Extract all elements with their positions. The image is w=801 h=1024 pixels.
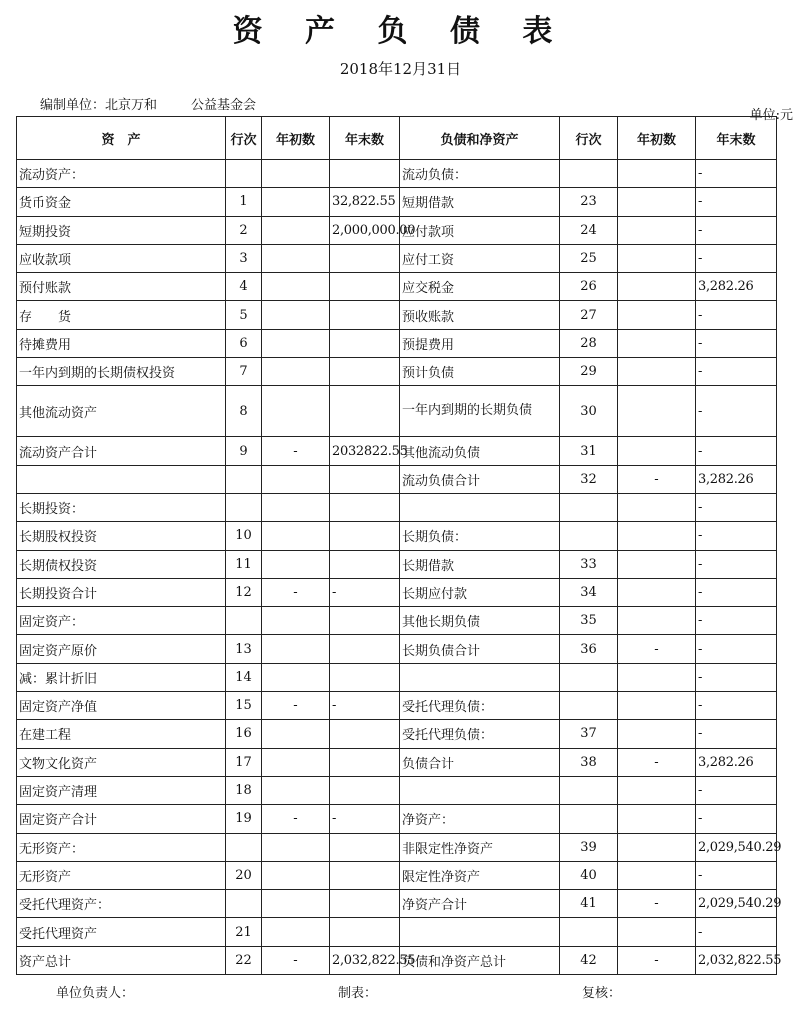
balance-sheet-table <box>16 116 782 975</box>
org-label <box>40 94 256 113</box>
liability-end-cell: - <box>696 918 777 946</box>
liability-name-cell: 短期借款 <box>400 188 560 216</box>
liability-begin-cell <box>618 273 696 301</box>
liability-begin-cell <box>618 578 696 606</box>
asset-line-cell: 13 <box>226 635 262 663</box>
table-row <box>17 329 777 357</box>
liability-line-cell: 37 <box>560 720 618 748</box>
asset-name-cell <box>17 465 226 493</box>
table-row <box>17 890 777 918</box>
liability-line-cell <box>560 160 618 188</box>
liability-end-cell: - <box>696 329 777 357</box>
asset-name-cell: 存 货 <box>17 301 226 329</box>
table-row <box>17 437 777 465</box>
liability-end-cell: 2,029,540.29 <box>696 890 777 918</box>
liability-line-cell: 39 <box>560 833 618 861</box>
asset-end-cell <box>330 465 400 493</box>
asset-name-cell: 长期股权投资 <box>17 522 226 550</box>
liability-name-cell: 其他长期负债 <box>400 607 560 635</box>
asset-name-cell: 受托代理资产 <box>17 918 226 946</box>
asset-line-cell: 8 <box>226 386 262 437</box>
asset-line-cell: 2 <box>226 216 262 244</box>
asset-begin-cell <box>262 890 330 918</box>
liability-line-cell: 34 <box>560 578 618 606</box>
liability-begin-cell: - <box>618 946 696 974</box>
table-row <box>17 748 777 776</box>
asset-begin-cell <box>262 188 330 216</box>
liability-begin-cell <box>618 833 696 861</box>
liability-name-cell: 预计负债 <box>400 358 560 386</box>
asset-begin-cell: - <box>262 946 330 974</box>
asset-line-cell: 6 <box>226 329 262 357</box>
liability-begin-cell <box>618 188 696 216</box>
asset-name-cell: 资产总计 <box>17 946 226 974</box>
liability-name-cell: 一年内到期的长期负债 <box>400 386 560 437</box>
liability-begin-cell <box>618 805 696 833</box>
liability-line-cell: 27 <box>560 301 618 329</box>
asset-line-cell: 16 <box>226 720 262 748</box>
liability-begin-cell <box>618 386 696 437</box>
liability-name-cell: 长期应付款 <box>400 578 560 606</box>
liability-end-cell: - <box>696 386 777 437</box>
asset-end-cell: - <box>330 805 400 833</box>
asset-line-cell: 18 <box>226 776 262 804</box>
liability-begin-cell <box>618 493 696 521</box>
asset-begin-cell <box>262 329 330 357</box>
table-row <box>17 720 777 748</box>
asset-line-cell <box>226 833 262 861</box>
liability-begin-cell: - <box>618 890 696 918</box>
asset-end-cell <box>330 918 400 946</box>
liability-end-cell: - <box>696 493 777 521</box>
table-row <box>17 244 777 272</box>
liability-begin-cell <box>618 301 696 329</box>
liability-end-cell: - <box>696 437 777 465</box>
table-row <box>17 522 777 550</box>
footer-reviewer: 复核： <box>582 986 622 1001</box>
asset-line-cell: 19 <box>226 805 262 833</box>
table-row <box>17 861 777 889</box>
asset-name-cell: 长期投资： <box>17 493 226 521</box>
asset-line-cell: 20 <box>226 861 262 889</box>
liability-end-cell: - <box>696 663 777 691</box>
table-header-row <box>17 117 777 160</box>
header-assets: 资 产 <box>17 117 226 160</box>
liability-name-cell <box>400 776 560 804</box>
asset-begin-cell: - <box>262 578 330 606</box>
liability-name-cell: 受托代理负债： <box>400 692 560 720</box>
liability-line-cell: 42 <box>560 946 618 974</box>
table-row <box>17 692 777 720</box>
asset-end-cell <box>330 160 400 188</box>
asset-line-cell <box>226 607 262 635</box>
liability-name-cell: 预提费用 <box>400 329 560 357</box>
header-end-right: 年末数 <box>696 117 777 160</box>
asset-begin-cell <box>262 720 330 748</box>
document-title: 资 产 负 债 表 <box>232 14 569 49</box>
liability-end-cell: - <box>696 692 777 720</box>
liability-begin-cell <box>618 607 696 635</box>
liability-end-cell: - <box>696 635 777 663</box>
liability-end-cell: - <box>696 607 777 635</box>
liability-name-cell: 流动负债合计 <box>400 465 560 493</box>
asset-end-cell <box>330 493 400 521</box>
liability-end-cell: - <box>696 805 777 833</box>
liability-begin-cell <box>618 216 696 244</box>
table-row <box>17 578 777 606</box>
asset-name-cell: 在建工程 <box>17 720 226 748</box>
liability-name-cell: 非限定性净资产 <box>400 833 560 861</box>
liability-end-cell: - <box>696 301 777 329</box>
asset-line-cell: 10 <box>226 522 262 550</box>
liability-end-cell: - <box>696 720 777 748</box>
liability-name-cell: 长期负债： <box>400 522 560 550</box>
liability-begin-cell <box>618 437 696 465</box>
liability-begin-cell <box>618 329 696 357</box>
liability-line-cell: 26 <box>560 273 618 301</box>
liability-line-cell <box>560 776 618 804</box>
asset-begin-cell <box>262 635 330 663</box>
asset-begin-cell <box>262 301 330 329</box>
liability-end-cell: - <box>696 550 777 578</box>
table-row <box>17 301 777 329</box>
asset-name-cell: 其他流动资产 <box>17 386 226 437</box>
asset-name-cell: 文物文化资产 <box>17 748 226 776</box>
asset-end-cell <box>330 720 400 748</box>
report-date: 2018年12月31日 <box>339 60 462 78</box>
asset-end-cell <box>330 776 400 804</box>
asset-end-cell <box>330 329 400 357</box>
asset-end-cell <box>330 273 400 301</box>
asset-name-cell: 长期投资合计 <box>17 578 226 606</box>
header-begin-right: 年初数 <box>618 117 696 160</box>
liability-line-cell: 29 <box>560 358 618 386</box>
table-row <box>17 493 777 521</box>
asset-end-cell <box>330 244 400 272</box>
liability-line-cell: 31 <box>560 437 618 465</box>
asset-begin-cell <box>262 833 330 861</box>
liability-begin-cell <box>618 663 696 691</box>
liability-name-cell: 受托代理负债： <box>400 720 560 748</box>
asset-line-cell: 22 <box>226 946 262 974</box>
liability-name-cell: 负债和净资产总计 <box>400 946 560 974</box>
asset-line-cell: 1 <box>226 188 262 216</box>
liability-name-cell: 净资产： <box>400 805 560 833</box>
asset-line-cell: 14 <box>226 663 262 691</box>
asset-line-cell: 3 <box>226 244 262 272</box>
liability-begin-cell <box>618 522 696 550</box>
org-name-part1: 编制单位：北京万和 <box>40 98 158 113</box>
asset-line-cell: 17 <box>226 748 262 776</box>
header-line-no-right: 行次 <box>560 117 618 160</box>
liability-name-cell: 应付款项 <box>400 216 560 244</box>
asset-begin-cell: - <box>262 692 330 720</box>
liability-line-cell <box>560 493 618 521</box>
asset-begin-cell <box>262 216 330 244</box>
asset-name-cell: 短期投资 <box>17 216 226 244</box>
liability-end-cell: 3,282.26 <box>696 465 777 493</box>
asset-begin-cell <box>262 918 330 946</box>
liability-line-cell: 36 <box>560 635 618 663</box>
liability-name-cell: 流动负债： <box>400 160 560 188</box>
asset-begin-cell <box>262 748 330 776</box>
table-row <box>17 273 777 301</box>
liability-end-cell: 2,032,822.55 <box>696 946 777 974</box>
table-row <box>17 663 777 691</box>
footer-preparer: 制表： <box>338 986 378 1001</box>
liability-begin-cell <box>618 550 696 578</box>
asset-name-cell: 长期债权投资 <box>17 550 226 578</box>
liability-begin-cell <box>618 720 696 748</box>
liability-line-cell: 41 <box>560 890 618 918</box>
liability-end-cell: 3,282.26 <box>696 273 777 301</box>
header-liabilities: 负债和净资产 <box>400 117 560 160</box>
asset-begin-cell <box>262 493 330 521</box>
liability-line-cell: 24 <box>560 216 618 244</box>
asset-line-cell <box>226 465 262 493</box>
liability-end-cell: - <box>696 160 777 188</box>
liability-line-cell: 38 <box>560 748 618 776</box>
liability-begin-cell <box>618 918 696 946</box>
asset-begin-cell <box>262 386 330 437</box>
asset-end-cell <box>330 607 400 635</box>
liability-name-cell: 其他流动负债 <box>400 437 560 465</box>
asset-name-cell: 受托代理资产： <box>17 890 226 918</box>
table-row <box>17 918 777 946</box>
asset-name-cell: 货币资金 <box>17 188 226 216</box>
asset-end-cell <box>330 861 400 889</box>
liability-end-cell: - <box>696 244 777 272</box>
liability-begin-cell <box>618 776 696 804</box>
asset-end-cell <box>330 301 400 329</box>
asset-line-cell <box>226 890 262 918</box>
liability-line-cell: 33 <box>560 550 618 578</box>
asset-end-cell: - <box>330 578 400 606</box>
asset-end-cell <box>330 635 400 663</box>
asset-end-cell <box>330 748 400 776</box>
asset-name-cell: 固定资产净值 <box>17 692 226 720</box>
asset-end-cell <box>330 386 400 437</box>
header-begin: 年初数 <box>262 117 330 160</box>
asset-begin-cell: - <box>262 437 330 465</box>
asset-begin-cell: - <box>262 805 330 833</box>
asset-line-cell: 7 <box>226 358 262 386</box>
liability-end-cell: - <box>696 861 777 889</box>
asset-begin-cell <box>262 522 330 550</box>
currency-unit: 单位:元 <box>749 108 793 123</box>
liability-name-cell: 长期借款 <box>400 550 560 578</box>
asset-begin-cell <box>262 607 330 635</box>
asset-end-cell: 32,822.55 <box>330 188 400 216</box>
asset-begin-cell <box>262 160 330 188</box>
asset-end-cell: 2,000,000.00 <box>330 216 400 244</box>
asset-begin-cell <box>262 861 330 889</box>
liability-end-cell: - <box>696 216 777 244</box>
table-row <box>17 216 777 244</box>
liability-name-cell <box>400 663 560 691</box>
asset-begin-cell <box>262 273 330 301</box>
liability-begin-cell <box>618 160 696 188</box>
asset-name-cell: 固定资产原价 <box>17 635 226 663</box>
liability-line-cell: 25 <box>560 244 618 272</box>
table-row <box>17 550 777 578</box>
asset-end-cell <box>330 358 400 386</box>
liability-begin-cell <box>618 861 696 889</box>
footer-principal: 单位负责人： <box>56 986 135 1001</box>
asset-line-cell: 4 <box>226 273 262 301</box>
asset-name-cell: 流动资产合计 <box>17 437 226 465</box>
header-end: 年末数 <box>330 117 400 160</box>
liability-name-cell: 应付工资 <box>400 244 560 272</box>
liability-name-cell: 预收账款 <box>400 301 560 329</box>
liability-line-cell <box>560 663 618 691</box>
asset-name-cell: 无形资产： <box>17 833 226 861</box>
asset-line-cell: 21 <box>226 918 262 946</box>
liability-name-cell <box>400 493 560 521</box>
asset-begin-cell <box>262 550 330 578</box>
asset-end-cell <box>330 890 400 918</box>
liability-end-cell: - <box>696 358 777 386</box>
asset-end-cell: 2,032,822.55 <box>330 946 400 974</box>
asset-name-cell: 一年内到期的长期债权投资 <box>17 358 226 386</box>
asset-end-cell <box>330 550 400 578</box>
liability-line-cell <box>560 522 618 550</box>
table-row <box>17 946 777 974</box>
asset-begin-cell <box>262 244 330 272</box>
asset-begin-cell <box>262 776 330 804</box>
asset-name-cell: 流动资产： <box>17 160 226 188</box>
liability-end-cell: - <box>696 578 777 606</box>
liability-line-cell: 23 <box>560 188 618 216</box>
asset-name-cell: 固定资产合计 <box>17 805 226 833</box>
asset-line-cell <box>226 160 262 188</box>
asset-end-cell <box>330 833 400 861</box>
asset-end-cell: 2032822.55 <box>330 437 400 465</box>
asset-begin-cell <box>262 465 330 493</box>
liability-end-cell: - <box>696 776 777 804</box>
table-row <box>17 465 777 493</box>
table-row <box>17 635 777 663</box>
table-row <box>17 833 777 861</box>
asset-line-cell: 9 <box>226 437 262 465</box>
asset-begin-cell <box>262 358 330 386</box>
asset-line-cell: 12 <box>226 578 262 606</box>
liability-begin-cell <box>618 358 696 386</box>
asset-end-cell <box>330 663 400 691</box>
liability-line-cell <box>560 805 618 833</box>
liability-begin-cell <box>618 692 696 720</box>
table-row <box>17 776 777 804</box>
liability-name-cell: 净资产合计 <box>400 890 560 918</box>
asset-end-cell: - <box>330 692 400 720</box>
liability-begin-cell <box>618 244 696 272</box>
liability-end-cell: - <box>696 522 777 550</box>
liability-line-cell: 32 <box>560 465 618 493</box>
header-line-no: 行次 <box>226 117 262 160</box>
asset-line-cell: 5 <box>226 301 262 329</box>
liability-line-cell: 28 <box>560 329 618 357</box>
liability-name-cell <box>400 918 560 946</box>
asset-line-cell: 15 <box>226 692 262 720</box>
asset-name-cell: 无形资产 <box>17 861 226 889</box>
liability-line-cell: 35 <box>560 607 618 635</box>
table-row <box>17 386 777 437</box>
liability-name-cell: 应交税金 <box>400 273 560 301</box>
liability-name-cell: 限定性净资产 <box>400 861 560 889</box>
asset-begin-cell <box>262 663 330 691</box>
table-row <box>17 358 777 386</box>
liability-end-cell: - <box>696 188 777 216</box>
liability-line-cell <box>560 692 618 720</box>
liability-begin-cell: - <box>618 748 696 776</box>
liability-line-cell <box>560 918 618 946</box>
table-row <box>17 607 777 635</box>
liability-name-cell: 负债合计 <box>400 748 560 776</box>
liability-name-cell: 长期负债合计 <box>400 635 560 663</box>
asset-name-cell: 待摊费用 <box>17 329 226 357</box>
asset-name-cell: 减：累计折旧 <box>17 663 226 691</box>
liability-line-cell: 30 <box>560 386 618 437</box>
asset-name-cell: 预付账款 <box>17 273 226 301</box>
asset-line-cell: 11 <box>226 550 262 578</box>
liability-begin-cell: - <box>618 465 696 493</box>
asset-name-cell: 应收款项 <box>17 244 226 272</box>
liability-begin-cell: - <box>618 635 696 663</box>
asset-end-cell <box>330 522 400 550</box>
table-row <box>17 805 777 833</box>
liability-line-cell: 40 <box>560 861 618 889</box>
table-row <box>17 160 777 188</box>
asset-name-cell: 固定资产清理 <box>17 776 226 804</box>
liability-end-cell: 3,282.26 <box>696 748 777 776</box>
liability-end-cell: 2,029,540.29 <box>696 833 777 861</box>
asset-name-cell: 固定资产： <box>17 607 226 635</box>
org-name-part2: 公益基金会 <box>191 98 257 113</box>
table-row <box>17 188 777 216</box>
asset-line-cell <box>226 493 262 521</box>
